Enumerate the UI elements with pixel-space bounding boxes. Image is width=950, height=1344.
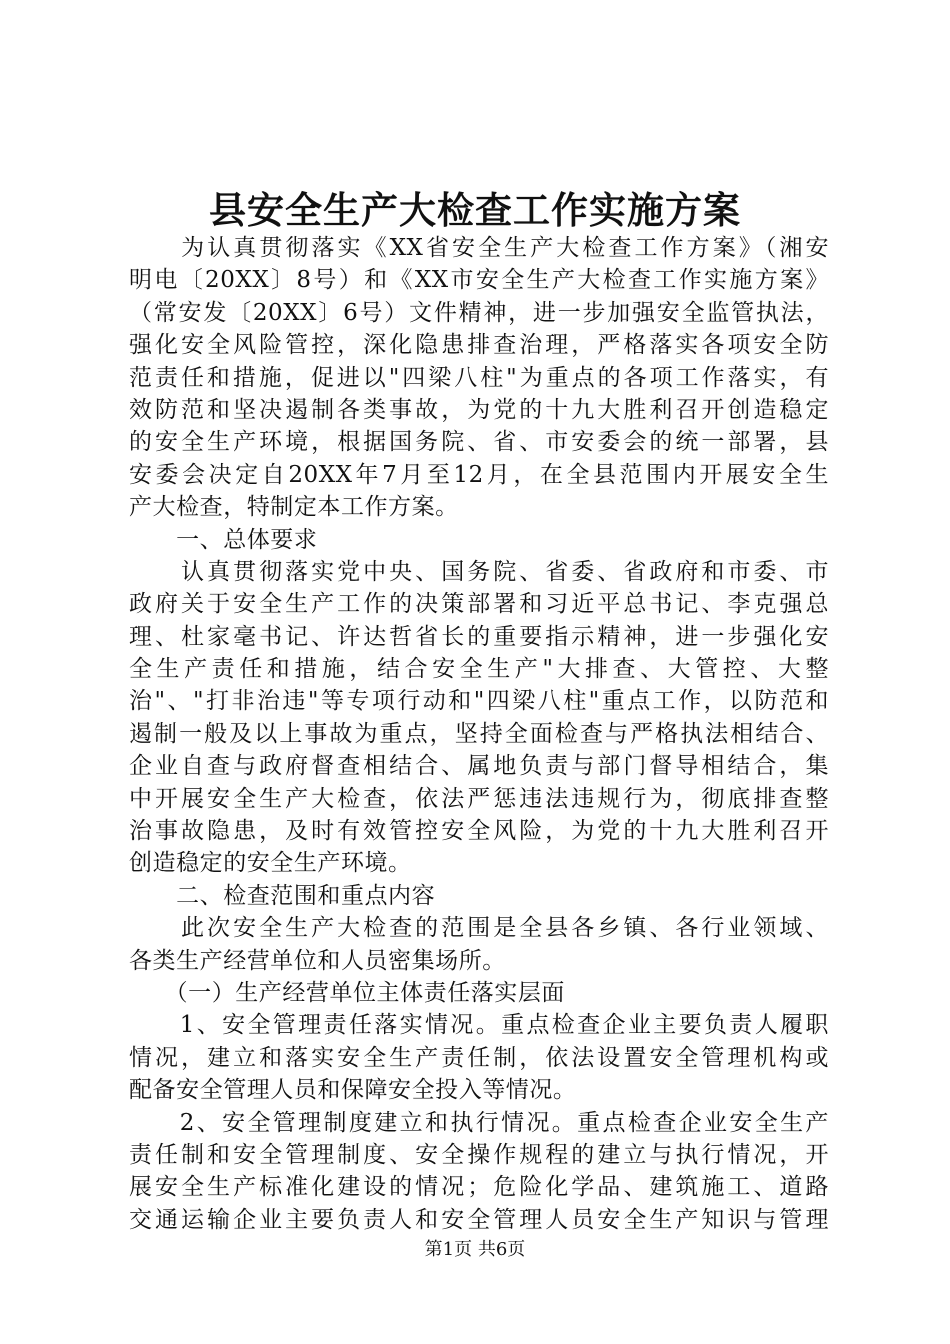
text-line: 各类生产经营单位和人员密集场所。 [129, 947, 506, 974]
text-line: （常安发〔20XX〕6号）文件精神，进一步加强安全监管执法， [129, 299, 829, 326]
text-line: 效防范和坚决遏制各类事故，为党的十九大胜利召开创造稳定 [129, 396, 829, 423]
text-line: 情况，建立和落实安全生产责任制，依法设置安全管理机构或 [129, 1044, 829, 1071]
page-footer: 第1页 共6页 [424, 1239, 526, 1260]
text-line: 责任制和安全管理制度、安全操作规程的建立与执行情况，开 [129, 1141, 829, 1168]
text-line: 2、安全管理制度建立和执行情况。重点检查企业安全生产 [129, 1109, 829, 1136]
text-line: 此次安全生产大检查的范围是全县各乡镇、各行业领域、 [129, 915, 829, 942]
text-line: 认真贯彻落实党中央、国务院、省委、省政府和市委、市 [129, 558, 829, 585]
text-line: 范责任和措施，促进以"四梁八柱"为重点的各项工作落实，有 [129, 364, 829, 391]
text-line: 治事故隐患，及时有效管控安全风险，为党的十九大胜利召开 [129, 818, 829, 845]
text-line: 安委会决定自20XX年7月至12月，在全县范围内开展安全生 [129, 461, 829, 488]
text-line: 一、总体要求 [129, 526, 318, 553]
text-line: 创造稳定的安全生产环境。 [129, 850, 412, 877]
text-line: 中开展安全生产大检查，依法严惩违法违规行为，彻底排查整 [129, 785, 829, 812]
text-line: 强化安全风险管控，深化隐患排查治理，严格落实各项安全防 [129, 332, 829, 359]
document-body [129, 232, 829, 1236]
document-title: 县安全生产大检查工作实施方案 [209, 188, 741, 232]
text-line: 配备安全管理人员和保障安全投入等情况。 [129, 1077, 577, 1104]
text-line: 的安全生产环境，根据国务院、省、市安委会的统一部署，县 [129, 429, 829, 456]
text-line: 遏制一般及以上事故为重点，坚持全面检查与严格执法相结合、 [129, 720, 829, 747]
text-line: 展安全生产标准化建设的情况；危险化学品、建筑施工、道路 [129, 1174, 829, 1201]
text-line: 明电〔20XX〕8号）和《XX市安全生产大检查工作实施方案》 [129, 267, 829, 294]
text-line: 1、安全管理责任落实情况。重点检查企业主要负责人履职 [129, 1012, 829, 1039]
text-line: 理、杜家毫书记、许达哲省长的重要指示精神，进一步强化安 [129, 623, 829, 650]
text-line: 企业自查与政府督查相结合、属地负责与部门督导相结合，集 [129, 753, 829, 780]
text-line: 全生产责任和措施，结合安全生产"大排查、大管控、大整 [129, 656, 829, 683]
text-line: 产大检查，特制定本工作方案。 [129, 494, 459, 521]
text-line: 治"、"打非治违"等专项行动和"四梁八柱"重点工作，以防范和 [129, 688, 829, 715]
text-line: （一）生产经营单位主体责任落实层面 [129, 979, 565, 1006]
text-line: 二、检查范围和重点内容 [129, 882, 436, 909]
text-line: 为认真贯彻落实《XX省安全生产大检查工作方案》（湘安 [129, 235, 829, 261]
text-line: 交通运输企业主要负责人和安全管理人员安全生产知识与管理 [129, 1206, 829, 1233]
text-line: 政府关于安全生产工作的决策部署和习近平总书记、李克强总 [129, 591, 829, 618]
